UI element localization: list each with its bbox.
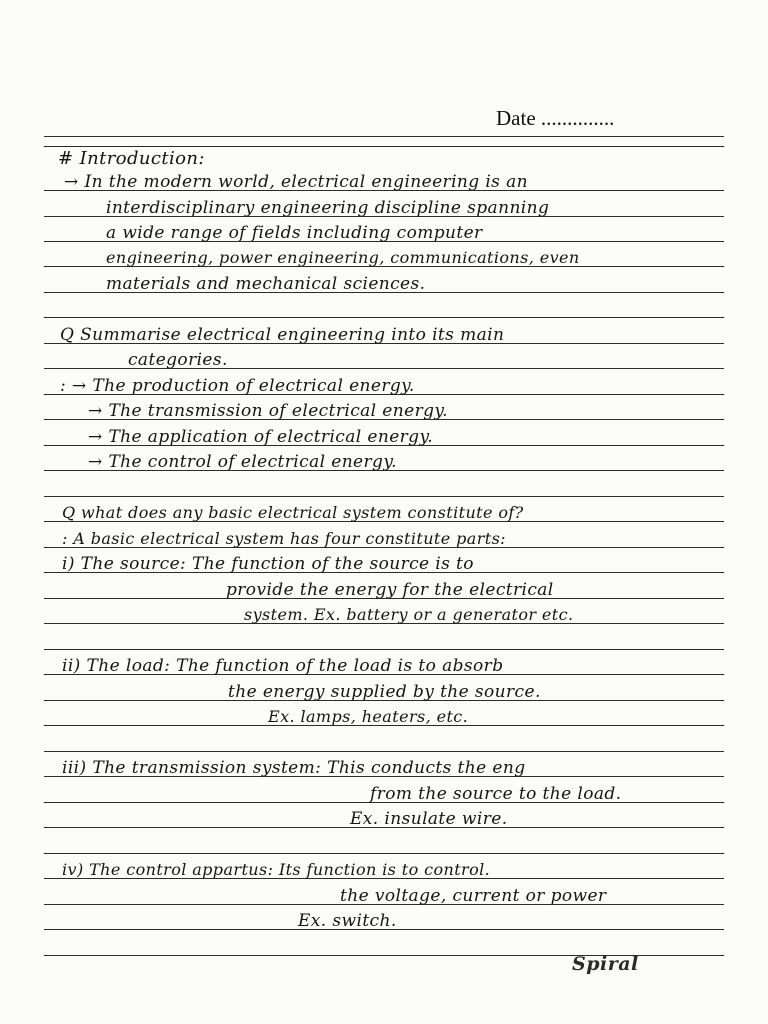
ruled-line — [44, 317, 724, 318]
heading-introduction: # Introduction: — [58, 148, 205, 169]
list-item: → The control of electrical energy. — [88, 452, 397, 472]
handwritten-line: provide the energy for the electrical — [226, 580, 554, 600]
list-item: : → The production of electrical energy. — [60, 376, 415, 396]
list-item: → The application of electrical energy. — [88, 427, 434, 447]
handwritten-line: materials and mechanical sciences. — [106, 274, 426, 294]
question-summarise: Q Summarise electrical engineering into its main — [60, 325, 505, 345]
handwritten-line: categories. — [128, 350, 228, 370]
handwritten-line: → In the modern world, electrical engineering is an — [64, 172, 528, 192]
handwritten-line: engineering, power engineering, communications, even — [106, 248, 580, 267]
handwritten-line: interdisciplinary engineering discipline spanning — [106, 198, 550, 218]
brand-logo: Spiral — [572, 953, 639, 975]
handwritten-line: Ex. insulate wire. — [350, 809, 508, 829]
handwritten-line: : A basic electrical system has four constitute parts: — [62, 529, 506, 548]
handwritten-line: system. Ex. battery or a generator etc. — [244, 605, 574, 624]
handwritten-line: iii) The transmission system: This conducts the eng — [62, 758, 526, 778]
handwritten-line: the energy supplied by the source. — [228, 682, 541, 702]
handwritten-line: the voltage, current or power — [340, 886, 607, 906]
ruled-line — [44, 751, 724, 752]
handwritten-line: iv) The control appartus: Its function is to control. — [62, 860, 491, 879]
ruled-line — [44, 649, 724, 650]
question-basic-system: Q what does any basic electrical system constitute of? — [62, 503, 524, 522]
list-item: → The transmission of electrical energy. — [88, 401, 448, 421]
handwritten-line: Ex. switch. — [298, 911, 397, 931]
ruled-line — [44, 146, 724, 147]
handwritten-line: a wide range of fields including computer — [106, 223, 483, 243]
handwritten-line: i) The source: The function of the source is to — [62, 554, 474, 574]
date-field: Date .............. — [496, 106, 615, 130]
ruled-line — [44, 136, 724, 137]
handwritten-line: Ex. lamps, heaters, etc. — [268, 707, 469, 726]
handwritten-line: ii) The load: The function of the load is to absorb — [62, 656, 504, 676]
ruled-line — [44, 853, 724, 854]
ruled-line — [44, 496, 724, 497]
handwritten-line: from the source to the load. — [370, 784, 622, 804]
